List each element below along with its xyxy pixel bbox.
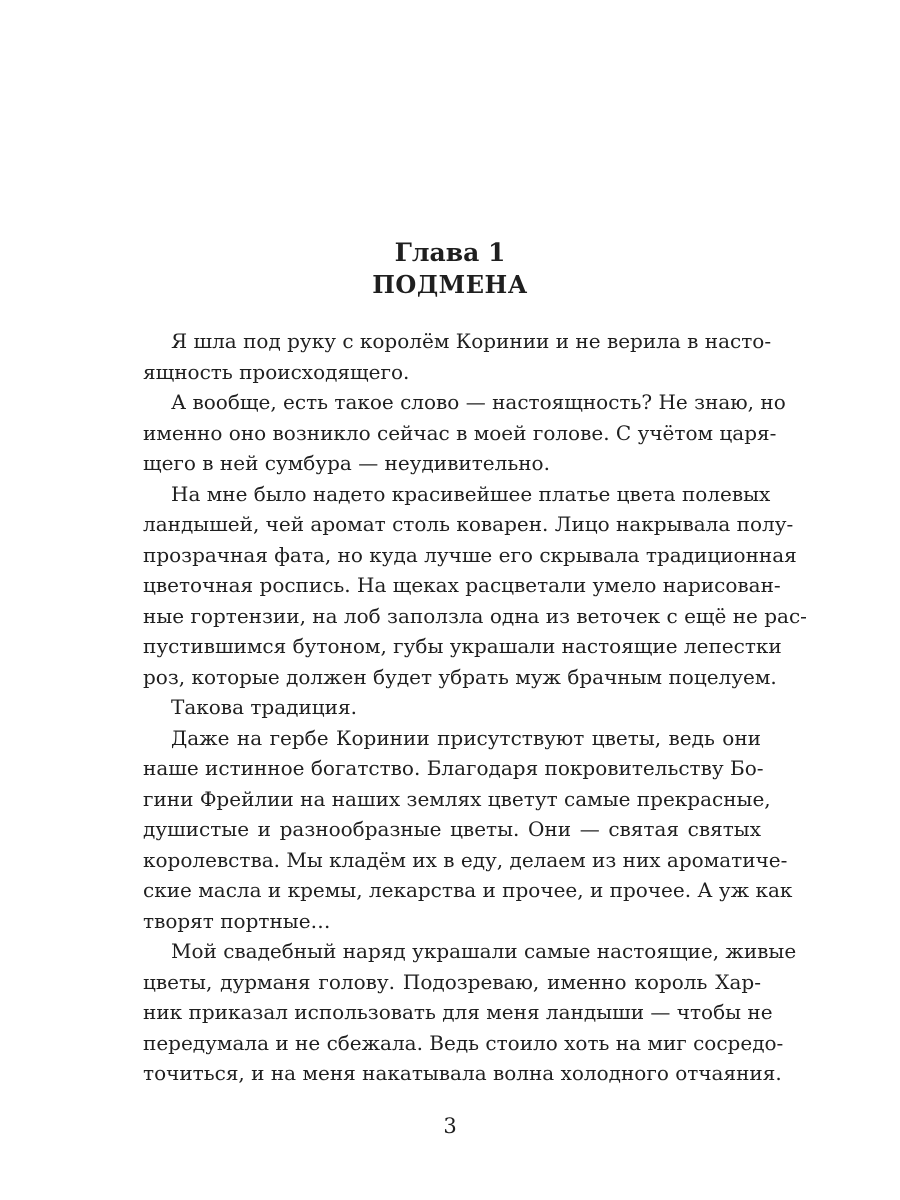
paragraph bbox=[143, 692, 761, 723]
text-line: ные гортензии, на лоб заползла одна из веточек с ещё не рас- bbox=[143, 603, 807, 628]
text-line: ник приказал использовать для меня ландыши — чтобы не bbox=[143, 1000, 773, 1024]
text-line: А вообще, есть такое слово — настоящность? Не знаю, но bbox=[171, 390, 786, 414]
text-line: Я шла под руку с королём Коринии и не верила в насто- bbox=[171, 329, 772, 353]
chapter-number: Глава 1 bbox=[394, 238, 506, 267]
text-line: Мой свадебный наряд украшали самые настоящие, живые bbox=[171, 939, 797, 963]
text-line: именно оно возникло сейчас в моей голове. С учётом царя- bbox=[143, 420, 777, 445]
text-line: творят портные… bbox=[143, 908, 331, 933]
page-number: 3 bbox=[443, 1114, 457, 1138]
text-line: щего в ней сумбура — неудивительно. bbox=[143, 451, 550, 475]
chapter-body bbox=[143, 326, 807, 1089]
paragraph bbox=[143, 723, 793, 937]
text-line: ящность происходящего. bbox=[143, 359, 410, 384]
chapter-title: ПОДМЕНА bbox=[372, 270, 528, 299]
text-line: точиться, и на меня накатывала волна холодного отчаяния. bbox=[143, 1061, 782, 1085]
text-line: королевства. Мы кладём их в еду, делаем из них ароматиче- bbox=[143, 847, 788, 872]
text-line: Такова традиция. bbox=[171, 695, 357, 719]
text-line: ландышей, чей аромат столь коварен. Лицо накрывала полу- bbox=[143, 512, 794, 536]
text-line: На мне было надето красивейшее платье цвета полевых bbox=[171, 481, 771, 506]
text-line: цветочная роспись. На щеках расцветали умело нарисован- bbox=[143, 573, 781, 597]
paragraph bbox=[143, 387, 786, 479]
text-line: передумала и не сбежала. Ведь стоило хоть на миг сосредо- bbox=[143, 1030, 784, 1055]
text-line: Даже на гербе Коринии присутствуют цветы, ведь они bbox=[171, 725, 761, 750]
text-line: цветы, дурманя голову. Подозреваю, именно король Хар- bbox=[143, 969, 761, 994]
text-line: душистые и разнообразные цветы. Они — святая святых bbox=[143, 817, 761, 841]
text-line: прозрачная фата, но куда лучше его скрывала традиционная bbox=[143, 542, 797, 567]
text-line: гини Фрейлии на наших землях цветут самые прекрасные, bbox=[143, 786, 771, 811]
paragraph bbox=[143, 326, 772, 387]
text-line: наше истинное богатство. Благодаря покровительству Бо- bbox=[143, 756, 764, 780]
text-line: ские масла и кремы, лекарства и прочее, и прочее. А уж как bbox=[143, 878, 793, 902]
text-line: роз, которые должен будет убрать муж брачным поцелуем. bbox=[143, 664, 777, 689]
paragraph bbox=[143, 479, 807, 693]
paragraph bbox=[143, 936, 797, 1089]
text-line: пустившимся бутоном, губы украшали настоящие лепестки bbox=[143, 634, 782, 658]
